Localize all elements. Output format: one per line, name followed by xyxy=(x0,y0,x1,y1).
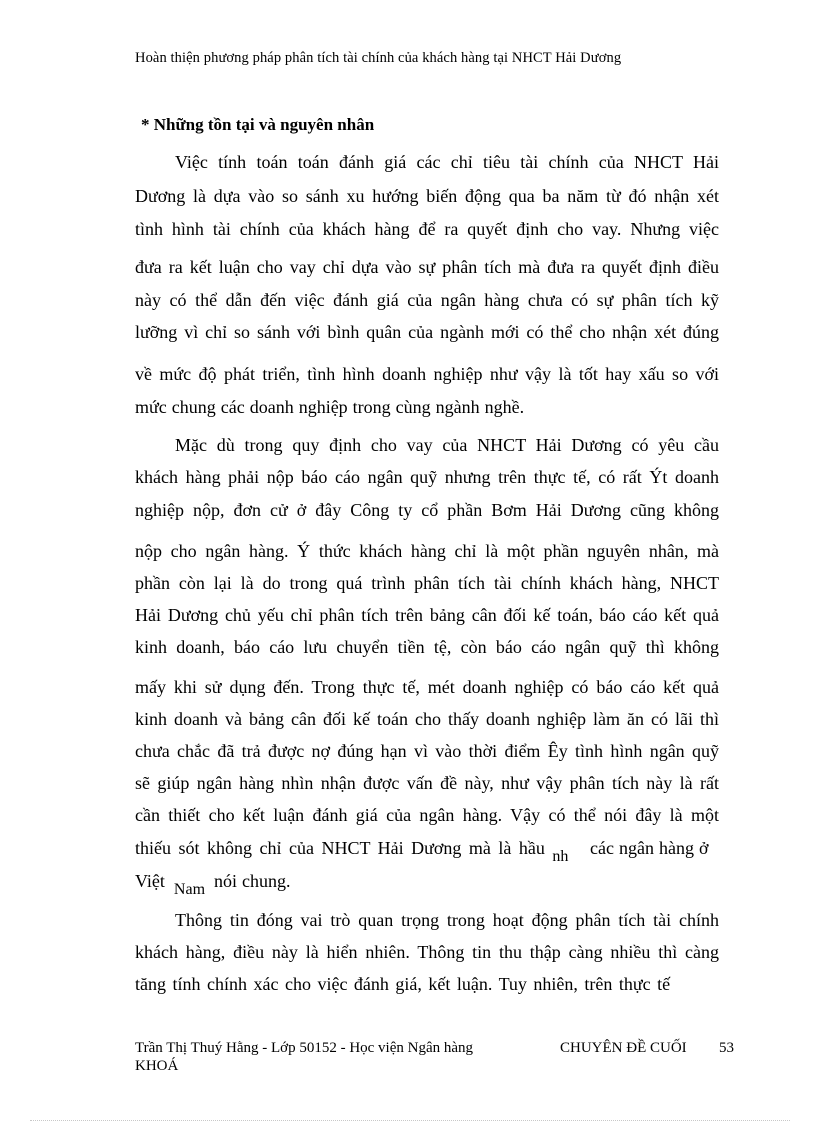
body-line: phần còn lại là do trong quá trình phân tích tài chính khách hàng, NHCT xyxy=(135,573,719,593)
body-line: sẽ giúp ngân hàng nhìn nhận được vấn đề này, như vậy phân tích này là rất xyxy=(135,773,719,793)
body-line: kinh doanh, báo cáo lưu chuyển tiền tệ, còn báo cáo ngân quỹ thì không xyxy=(135,637,719,657)
body-fragment: thiếu sót không chỉ của NHCT Hải Dương mà là hầu xyxy=(135,838,545,858)
footer-doc-type: CHUYÊN ĐỀ CUỐI xyxy=(560,1040,687,1056)
body-line: Mặc dù trong quy định cho vay của NHCT Hải Dương có yêu cầu xyxy=(175,435,719,455)
body-line: lưỡng vì chỉ so sánh với bình quân của ngành mới có thể cho nhận xét đúng xyxy=(135,322,719,342)
body-fragment: nh xyxy=(552,848,569,865)
body-fragment: Việt xyxy=(135,871,165,891)
body-line: đưa ra kết luận cho vay chỉ dựa vào sự phân tích mà đưa ra quyết định điều xyxy=(135,257,719,277)
body-line: mức chung các doanh nghiệp trong cùng ngành nghề. xyxy=(135,397,525,417)
body-line: các ngân hàng ở xyxy=(590,838,709,858)
body-line xyxy=(135,871,291,898)
body-line: nghiệp nộp, đơn cử ở đây Công ty cổ phần Bơm Hải Dương cũng không xyxy=(135,500,719,520)
section-title: * Những tồn tại và nguyên nhân xyxy=(141,115,375,134)
body-fragment: nói chung. xyxy=(214,871,291,891)
body-line: khách hàng, điều này là hiển nhiên. Thông tin thu thập càng nhiều thì càng xyxy=(135,942,719,962)
footer-author: Trần Thị Thuý Hằng - Lớp 50152 - Học viện Ngân hàng xyxy=(135,1040,474,1056)
body-line: cần thiết cho kết luận đánh giá của ngân hàng. Vậy có thể nói đây là một xyxy=(135,805,719,825)
body-line: Dương là dựa vào so sánh xu hướng biến động qua ba năm từ đó nhận xét xyxy=(135,186,719,206)
body-line: này có thể dẫn đến việc đánh giá của ngân hàng chưa có sự phân tích kỹ xyxy=(135,290,719,310)
body-line: nộp cho ngân hàng. Ý thức khách hàng chỉ là một phần nguyên nhân, mà xyxy=(135,541,719,561)
body-line: Việc tính toán toán đánh giá các chỉ tiêu tài chính của NHCT Hải xyxy=(175,152,719,172)
body-line: tăng tính chính xác cho việc đánh giá, kết luận. Tuy nhiên, trên thực tế xyxy=(135,974,671,994)
body-line: Hải Dương chủ yếu chỉ phân tích trên bảng cân đối kế toán, báo cáo kết quả xyxy=(135,605,719,625)
body-line: kinh doanh và bảng cân đối kế toán cho thấy doanh nghiệp làm ăn có lãi thì xyxy=(135,709,719,729)
body-line: về mức độ phát triển, tình hình doanh nghiệp như vậy là tốt hay xấu so với xyxy=(135,364,719,384)
body-line: khách hàng phải nộp báo cáo ngân quỹ nhưng trên thực tế, có rất Ýt doanh xyxy=(135,467,719,487)
body-line: Thông tin đóng vai trò quan trọng trong hoạt động phân tích tài chính xyxy=(175,910,719,930)
footer-author-cont: KHOÁ xyxy=(135,1058,179,1074)
body-line: tình hình tài chính của khách hàng để ra quyết định cho vay. Nhưng việc xyxy=(135,219,719,239)
running-header: Hoàn thiện phương pháp phân tích tài chính của khách hàng tại NHCT Hải Dương xyxy=(135,50,622,66)
body-line: chưa chắc đã trả được nợ đúng hạn vì vào thời điểm Êy tình hình ngân quỹ xyxy=(135,741,719,761)
page-number: 53 xyxy=(719,1040,734,1056)
page-bottom-divider xyxy=(30,1120,790,1121)
body-line: mấy khi sử dụng đến. Trong thực tế, mét doanh nghiệp có báo cáo kết quả xyxy=(135,677,719,697)
body-fragment: Nam xyxy=(173,881,206,898)
body-line xyxy=(135,838,569,865)
